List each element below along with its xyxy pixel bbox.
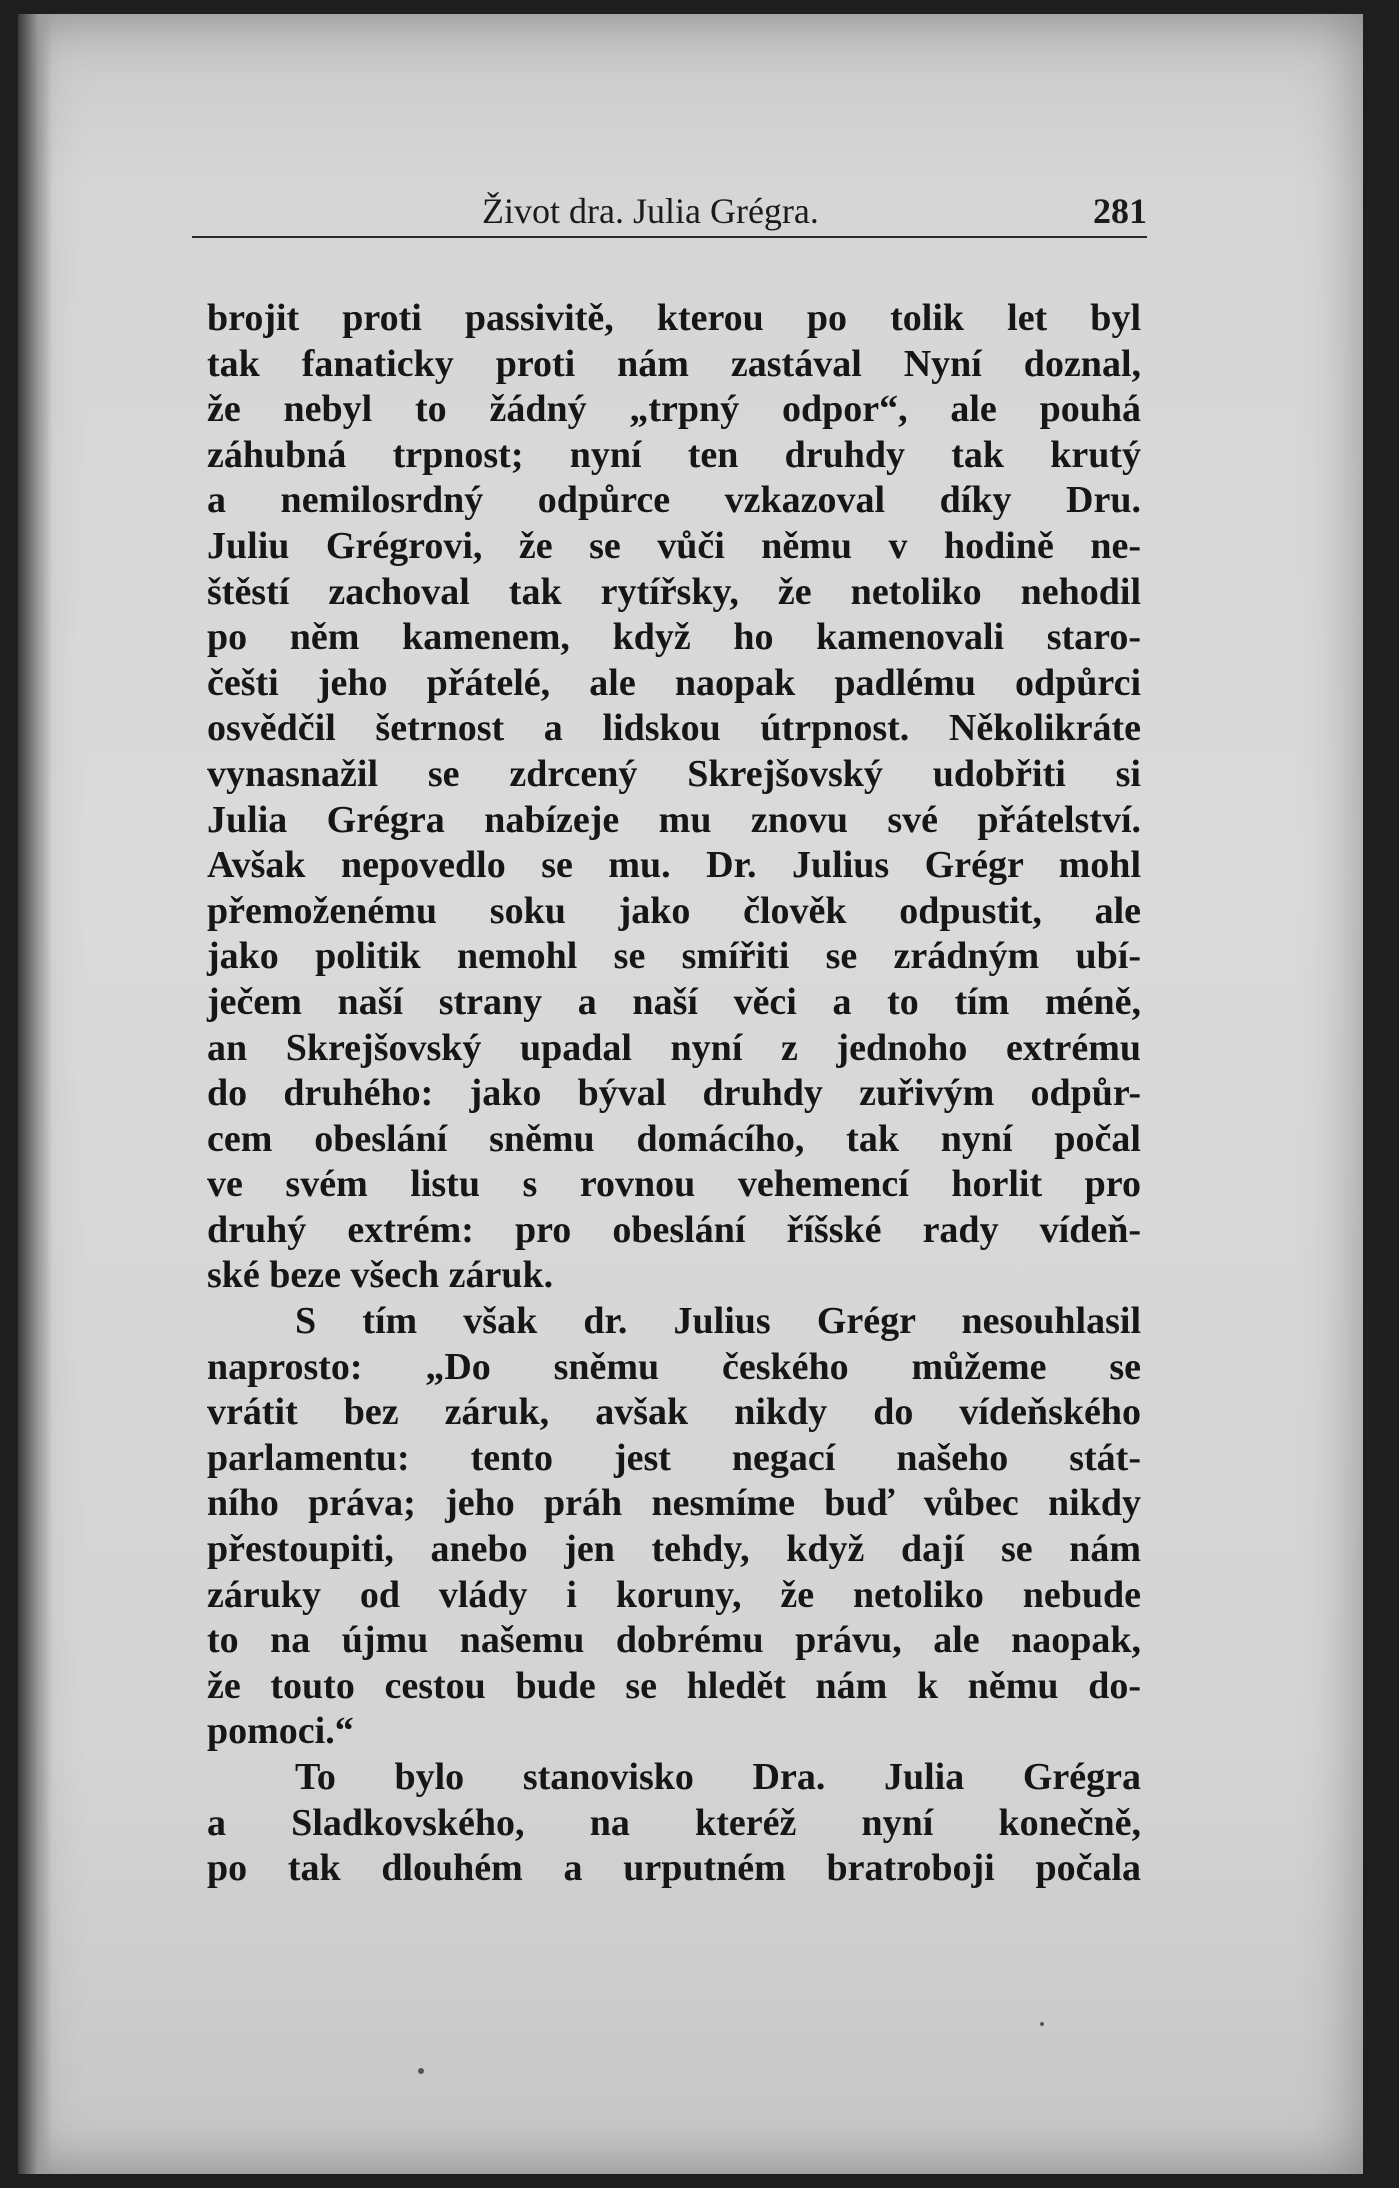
text-line: ního práva; jeho práh nesmíme buď vůbec nikdy [207,1482,1141,1525]
text-line: naprosto: „Do sněmu českého můžeme se [207,1345,1141,1388]
text-line: parlamentu: tento jest negací našeho stát- [207,1436,1141,1479]
text-line: záruky od vlády i koruny, že netoliko nebude [207,1573,1141,1616]
text-line: tak fanaticky proti nám zastával Nyní doznal, [207,342,1141,385]
text-line: brojit proti passivitě, kterou po tolik let byl [207,297,1141,339]
header-rule [192,236,1147,238]
paragraph-start-line: To bylo stanovisko Dra. Julia Grégra [295,1756,1141,1798]
body-text [207,296,1141,1892]
text-line: do druhého: jako býval druhdy zuřivým odpůr- [207,1072,1141,1115]
text-line: a nemilosrdný odpůrce vzkazoval díky Dru. [207,479,1141,522]
text-line: to na újmu našemu dobrému právu, ale naopak, [207,1619,1141,1662]
text-line: jako politik nemohl se smířiti se zrádným ubí- [207,935,1141,978]
text-line: že nebyl to žádný „trpný odpor“, ale pouhá [207,388,1141,431]
text-line: po něm kamenem, když ho kamenovali staro- [207,616,1141,659]
text-line: po tak dlouhém a urputném bratroboji počala [207,1847,1141,1890]
paragraph-end-line: ské beze všech záruk. [207,1254,554,1297]
text-line: druhý extrém: pro obeslání říšské rady vídeň- [207,1208,1141,1251]
running-title: Život dra. Julia Grégra. [482,191,819,231]
text-line: že touto cestou bude se hledět nám k němu do- [207,1664,1141,1707]
text-line: štěstí zachoval tak rytířsky, že netoliko nehodil [207,570,1141,613]
text-line: vynasnažil se zdrcený Skrejšovský udobřiti si [207,752,1141,795]
text-line: a Sladkovského, na kteréž nyní konečně, [207,1801,1141,1844]
text-line: an Skrejšovský upadal nyní z jednoho extrému [207,1026,1141,1069]
text-line: záhubná trpnost; nyní ten druhdy tak krutý [207,433,1141,476]
text-line: Julia Grégra nabízeje mu znovu své přátelství. [207,798,1141,841]
paper-speck [1040,2022,1044,2026]
paper-speck [418,2068,424,2074]
text-line: Avšak nepovedlo se mu. Dr. Julius Grégr mohl [207,844,1141,887]
paragraph-end-line: pomoci.“ [207,1710,354,1753]
page-number: 281 [1093,191,1147,231]
running-header [192,190,1147,236]
text-line: cem obeslání sněmu domácího, tak nyní počal [207,1117,1141,1160]
text-line: češti jeho přátelé, ale naopak padlému odpůrci [207,661,1141,704]
text-line: ječem naší strany a naší věci a to tím méně, [207,980,1141,1023]
text-line: vrátit bez záruk, avšak nikdy do vídeňského [207,1391,1141,1434]
text-line: Juliu Grégrovi, že se vůči němu v hodině ne- [207,524,1141,567]
text-line: přestoupiti, anebo jen tehdy, když dají se nám [207,1528,1141,1571]
page-spine-shadow [18,14,52,2174]
text-line: přemoženému soku jako člověk odpustit, ale [207,889,1141,932]
text-line: osvědčil šetrnost a lidskou útrpnost. Několikráte [207,707,1141,750]
paragraph-start-line: S tím však dr. Julius Grégr nesouhlasil [295,1300,1141,1343]
text-line: ve svém listu s rovnou vehemencí horlit pro [207,1163,1141,1206]
